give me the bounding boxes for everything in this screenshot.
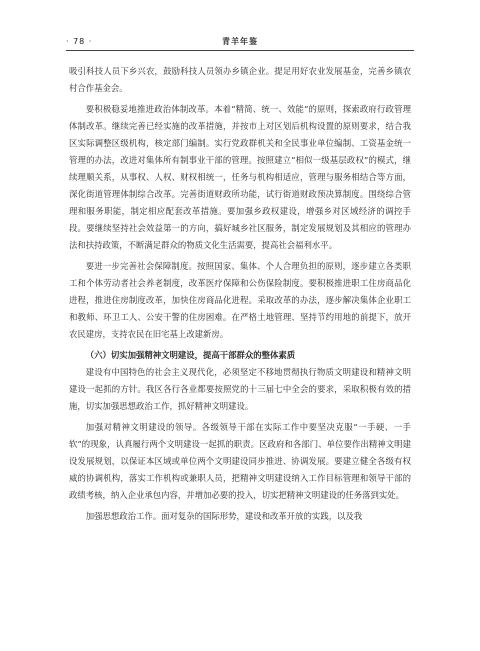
paragraph: 加强对精神文明建设的领导。各级领导干部在实际工作中要坚决克服“一手硬、一手软”的现象，认真履行两个文明建设一起抓的职责。区政府和各部门、单位要作出精神文明建设发展规划，以保证本区域或单位两个文明建设同步推进、协调发展。要建立健全各级有权威的协调机构，落实工作机构或兼职人员，把精神文明建设纳入工作目标管理和领导干部的政绩考核，纳入企业承包内容，并增加必要的投入，切实把精神文明建设的任务落到实处。 xyxy=(69,422,411,500)
paragraph: 加强思想政治工作。面对复杂的国际形势，建设和改革开放的实践，以及我 xyxy=(85,511,363,521)
paragraph: 建设有中国特色的社会主义现代化，必须坚定不移地贯彻执行物质文明建设和精神文明建设一起抓的方针。我区各行各业都要按照党的十三届七中全会的要求，采取积极有效的措施，切实加强思想政治工作，抓好精神文明建设。 xyxy=(69,367,411,411)
running-header xyxy=(66,36,414,51)
paragraph: 要进一步完善社会保障制度。按照国家、集体、个人合理负担的原则，逐步建立各类职工和个体劳动者社会养老制度，改革医疗保障和公伤保险制度。要积极推进职工住房商品化进程，推进住房制度改革，加快住房商品化进程。采取改革的办法，逐步解决集体企业职工和教师、环卫工人、公安干警的住房困难。在严格土地管理、坚持节约用地的前提下，放开农民建房，支持农民在旧宅基上改建新房。 xyxy=(69,261,411,339)
section-heading: （六）切实加强精神文明建设，提高干部群众的整体素质 xyxy=(85,350,296,360)
body-text xyxy=(69,63,411,529)
paragraph: 吸引科技人员下乡兴农，鼓励科技人员领办乡镇企业。提足用好农业发展基金，完善乡镇农村合作基金会。 xyxy=(69,66,411,93)
page-number: · 78 · xyxy=(66,37,93,46)
paragraph: 要积极稳妥地推进政治体制改革。本着“精简、统一、效能”的原则，探索政府行政管理体制改革。继续完善已经实施的改革措施，并按市上对区划后机构设置的原则要求，结合我区实际调整区级机构，核定部门编制。实行党政群机关和全民事业单位编制、工资基金统一管理的办法，改进对集体所有制事业干部的管理。按照建立“相似一级基层政权”的模式，继续理顺关系，从事权、人权、财权相统一，任务与机构相适应，管理与服务相结合等方面，深化街道管理体制综合改革。完善街道财政所功能，试行街道财政预决算制度。围绕综合管理和服务职能，制定相应配套改革措施。要加强乡政权建设，增强乡对区域经济的调控手段。要继续坚持社会效益第一的方向，搞好城乡社区服务，制定发展规划及其相应的管理办法和扶持政策，不断满足群众的物质文化生活需要，提高社会福利水平。 xyxy=(69,104,411,250)
running-title: 青羊年鉴 xyxy=(222,36,258,46)
